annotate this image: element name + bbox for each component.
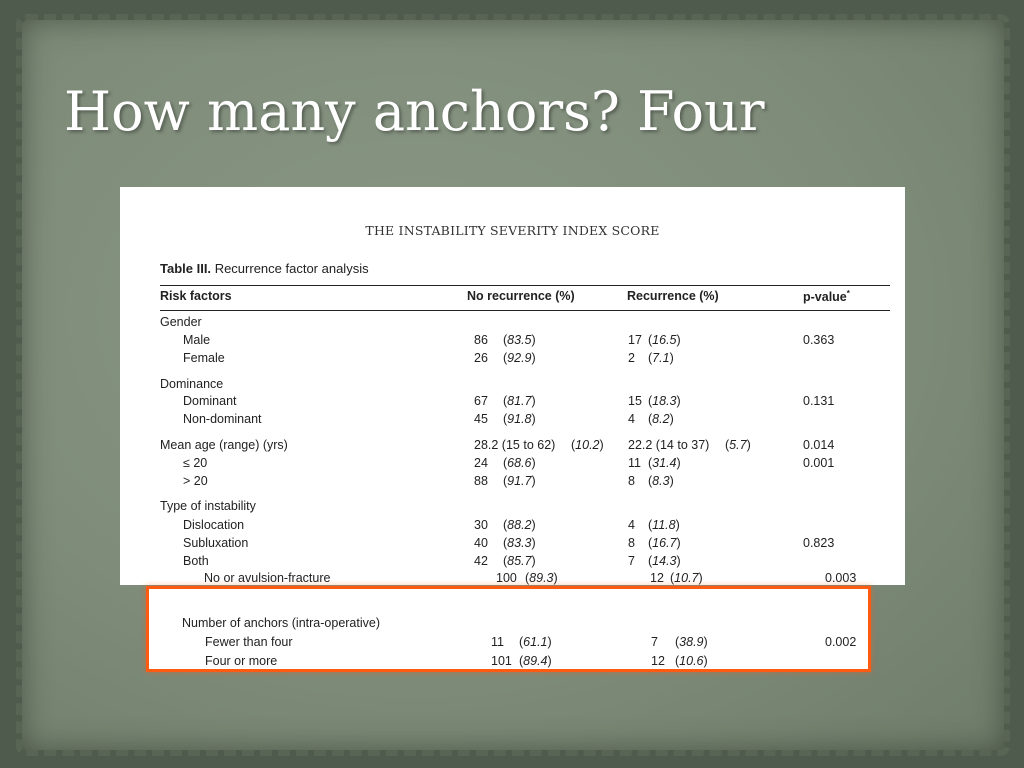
cell-p-value: 0.823 [803,536,835,550]
highlight-row-label: Fewer than four [205,635,293,649]
table-caption-label: Table III. [160,261,212,276]
cell-no-recurrence-percent: (83.3) [503,536,536,550]
highlight-recurrence-count: 12 [651,654,665,668]
table-row-label: Dominance [160,377,224,391]
cell-no-recurrence-count: 28.2 (15 to 62) [474,438,556,452]
cell-recurrence-percent: (8.2) [648,412,674,426]
cell-recurrence-percent: (16.5) [648,333,681,347]
cell-recurrence-count: 15 [628,394,642,408]
cell-recurrence-percent: (18.3) [648,394,681,408]
journal-header: THE INSTABILITY SEVERITY INDEX SCORE [365,223,660,238]
cell-recurrence-percent: (31.4) [648,456,681,470]
cell-no-recurrence-percent: (91.7) [503,474,536,488]
table-caption-text: Recurrence factor analysis [214,261,369,276]
table-row-label: Gender [160,315,202,329]
column-header-p-value [803,289,850,304]
cell-no-recurrence-count: 24 [474,456,488,470]
cell-no-recurrence-percent: (81.7) [503,394,536,408]
cell-recurrence-percent: (14.3) [648,554,681,568]
highlight-no-recurrence-count: 101 [491,654,512,668]
cell-recurrence-count: 8 [628,536,635,550]
cell-no-recurrence-percent: (10.2) [571,438,604,452]
cell-no-recurrence-count: 30 [474,518,488,532]
column-header-p-value-text: p-value [803,290,847,305]
table-row-label: No or avulsion-fracture [204,571,331,585]
table-row-label: Mean age (range) (yrs) [160,438,288,452]
table-row-label: Male [183,333,211,347]
table-top-rule [160,285,890,286]
cell-no-recurrence-count: 100 [496,571,517,585]
cell-recurrence-count: 4 [628,412,635,426]
cell-no-recurrence-percent: (88.2) [503,518,536,532]
column-header-risk-factors: Risk factors [160,289,232,303]
highlight-recurrence-percent: (38.9) [675,635,708,649]
cell-recurrence-percent: (5.7) [725,438,751,452]
cell-no-recurrence-percent: (92.9) [503,351,536,365]
table-row-label: Subluxation [183,536,249,550]
highlight-recurrence-count: 7 [651,635,658,649]
cell-recurrence-count: 12 [650,571,664,585]
p-value-footnote-mark: * [846,289,850,298]
highlight-box [146,586,871,672]
table-row-label: Non-dominant [183,412,262,426]
table-image [120,187,905,585]
cell-p-value: 0.001 [803,456,835,470]
cell-no-recurrence-count: 45 [474,412,488,426]
highlight-no-recurrence-count: 11 [491,635,504,649]
table-row-label: Both [183,554,209,568]
highlight-recurrence-percent: (10.6) [675,654,708,668]
cell-no-recurrence-percent: (89.3) [525,571,558,585]
cell-no-recurrence-count: 40 [474,536,488,550]
highlight-section-label: Number of anchors (intra-operative) [182,616,380,630]
column-header-recurrence: Recurrence (%) [627,289,719,303]
slide-title: How many anchors? Four [64,80,765,143]
cell-p-value: 0.131 [803,394,835,408]
cell-recurrence-count: 7 [628,554,635,568]
cell-p-value: 0.003 [825,571,857,585]
cell-no-recurrence-percent: (91.8) [503,412,536,426]
cell-recurrence-count: 11 [628,456,641,470]
cell-no-recurrence-count: 26 [474,351,488,365]
table-row-label: > 20 [183,474,208,488]
cell-recurrence-percent: (7.1) [648,351,674,365]
cell-no-recurrence-count: 67 [474,394,488,408]
cell-recurrence-percent: (10.7) [670,571,703,585]
cell-no-recurrence-count: 86 [474,333,488,347]
table-row-label: ≤ 20 [183,456,208,470]
table-row-label: Dislocation [183,518,245,532]
highlight-no-recurrence-percent: (89.4) [519,654,552,668]
table-caption [160,261,369,276]
cell-p-value: 0.014 [803,438,835,452]
cell-recurrence-count: 2 [628,351,635,365]
cell-recurrence-count: 22.2 (14 to 37) [628,438,710,452]
cell-recurrence-percent: (16.7) [648,536,681,550]
table-header-rule [160,310,890,311]
cell-recurrence-count: 4 [628,518,635,532]
table-row-label: Female [183,351,225,365]
cell-no-recurrence-percent: (83.5) [503,333,536,347]
cell-no-recurrence-percent: (85.7) [503,554,536,568]
cell-p-value: 0.363 [803,333,835,347]
cell-recurrence-percent: (8.3) [648,474,674,488]
cell-recurrence-count: 17 [628,333,642,347]
table-row-label: Dominant [183,394,237,408]
cell-recurrence-percent: (11.8) [648,518,680,532]
highlight-row-label: Four or more [205,654,278,668]
cell-recurrence-count: 8 [628,474,635,488]
highlight-p-value: 0.002 [825,635,857,649]
cell-no-recurrence-count: 88 [474,474,488,488]
cell-no-recurrence-count: 42 [474,554,488,568]
table-row-label: Type of instability [160,499,256,513]
highlight-no-recurrence-percent: (61.1) [519,635,552,649]
cell-no-recurrence-percent: (68.6) [503,456,536,470]
column-header-no-recurrence: No recurrence (%) [467,289,575,303]
